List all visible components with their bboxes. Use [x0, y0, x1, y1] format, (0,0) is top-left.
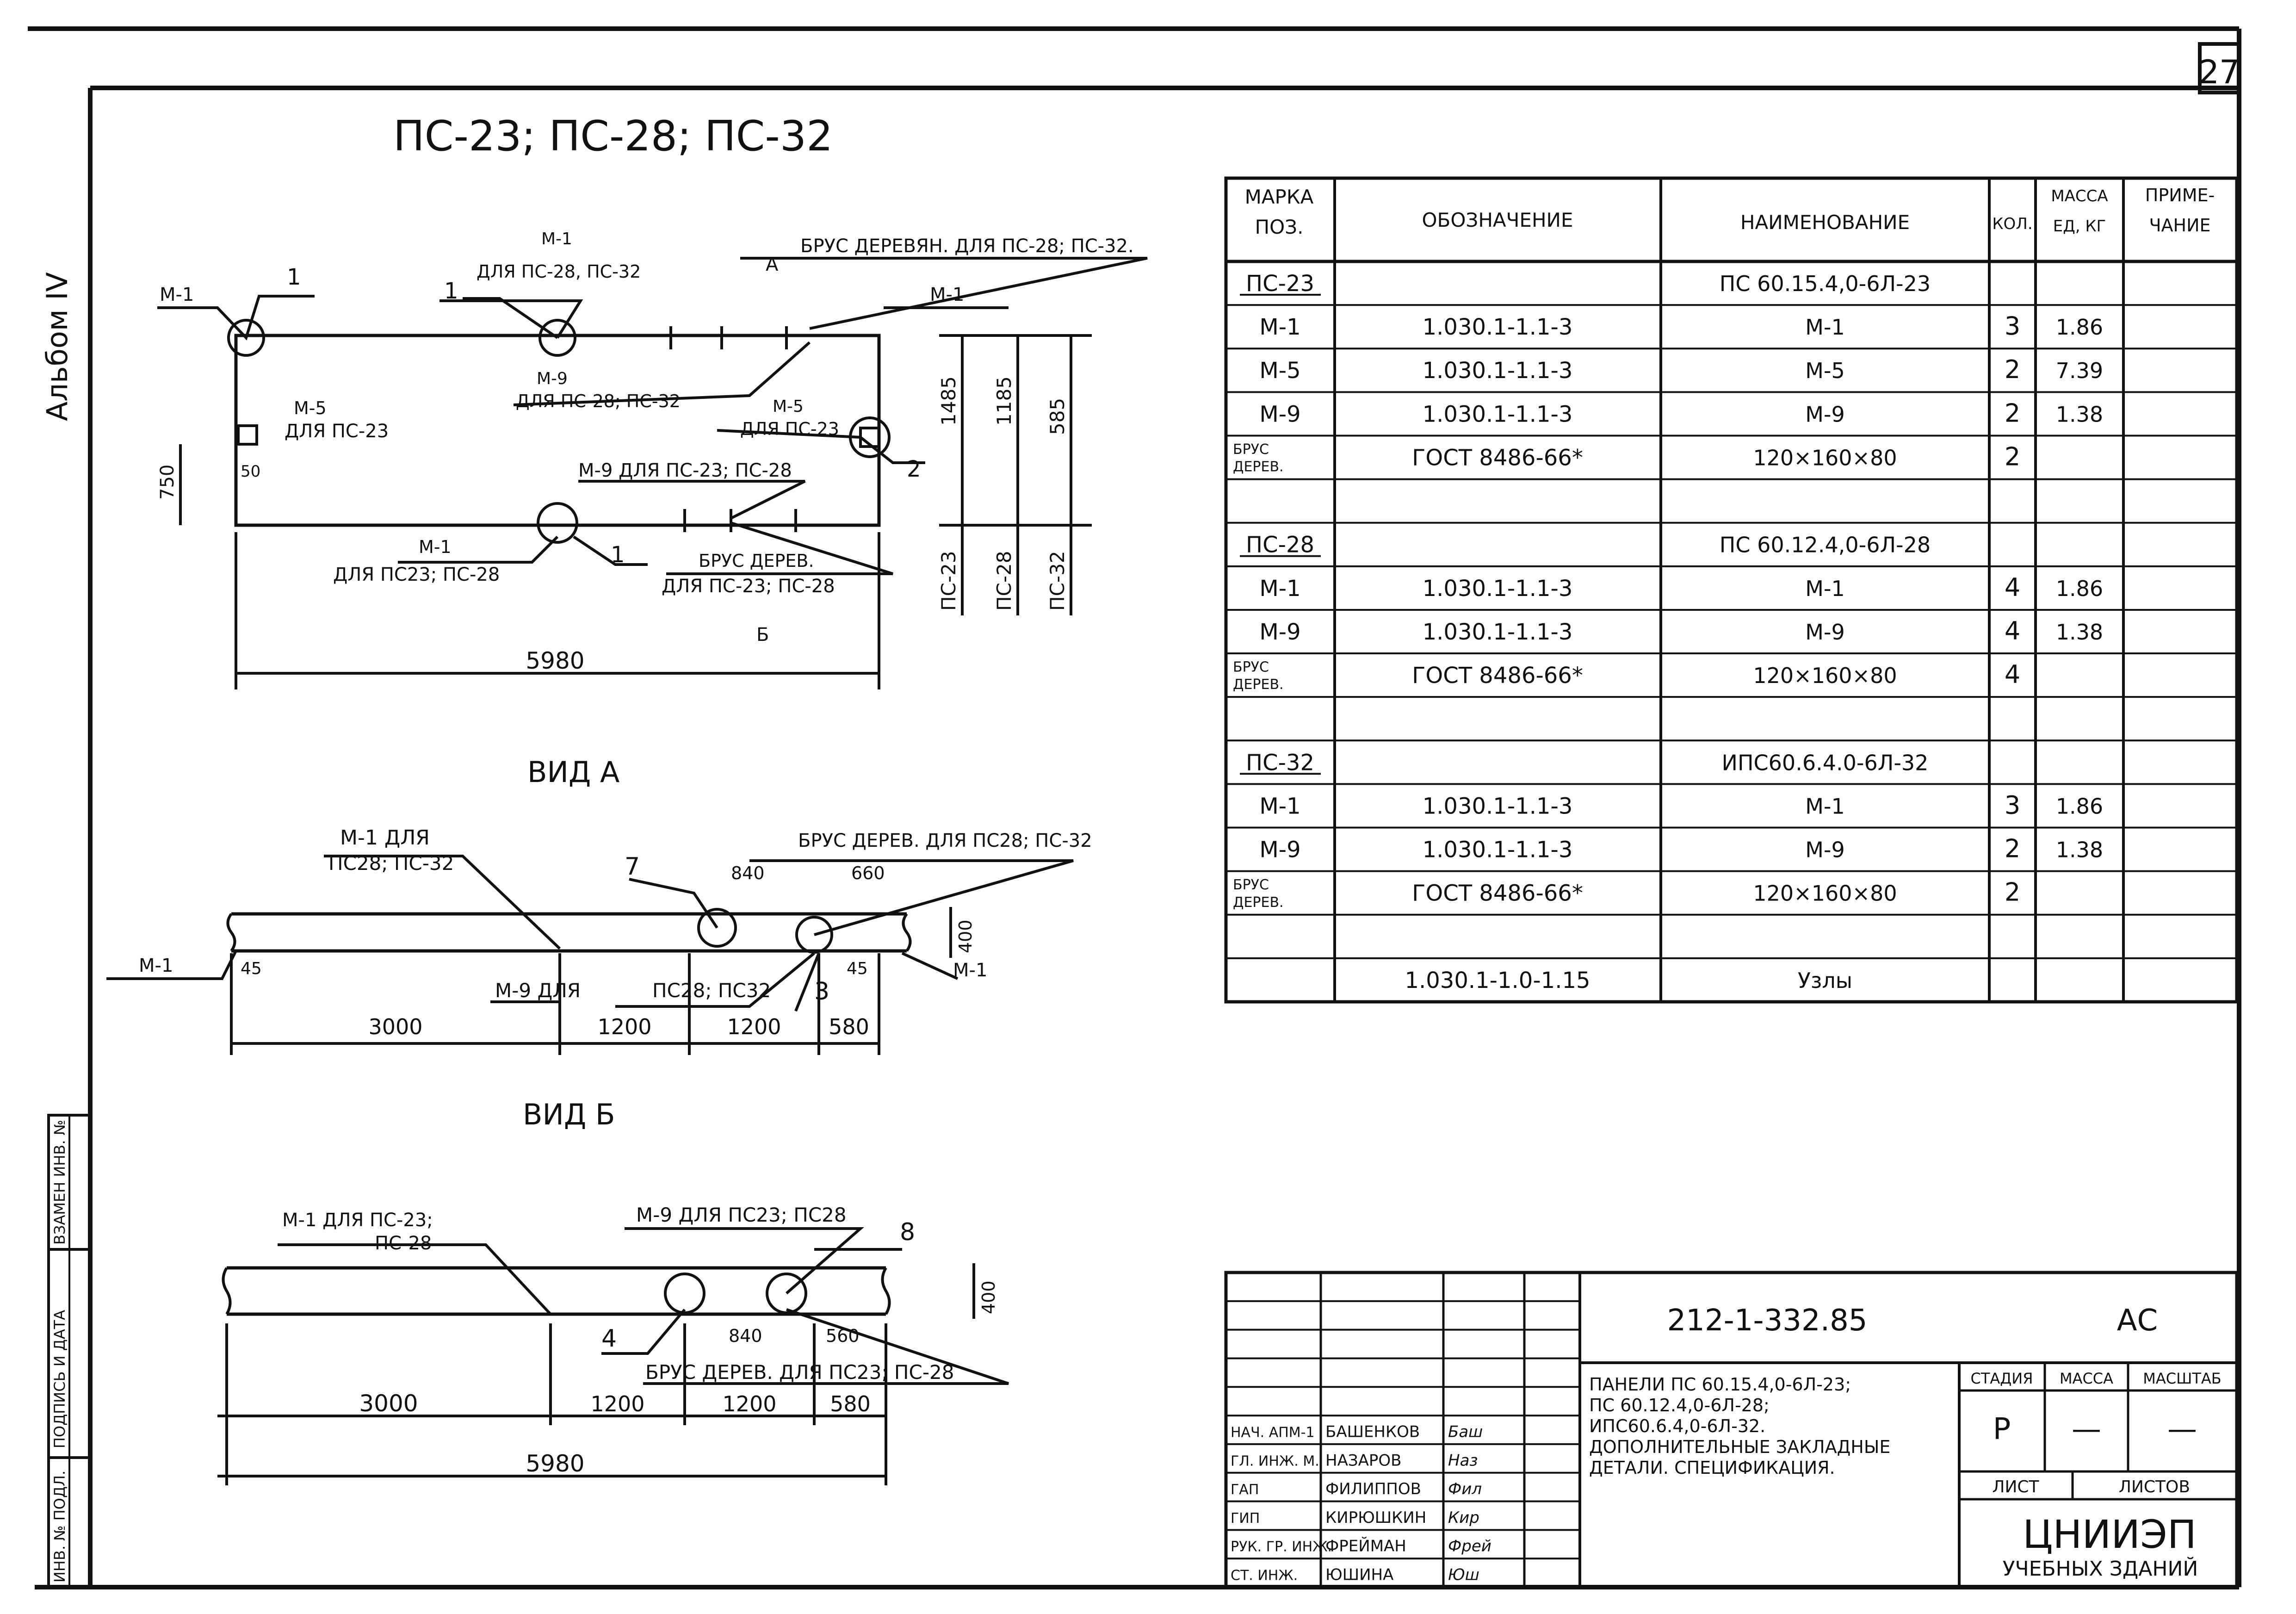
plan-dim-750: 750: [157, 464, 178, 500]
staff-signature: Кир: [1448, 1508, 1479, 1527]
spec-cell-des: ГОСТ 8486-66*: [1412, 880, 1583, 906]
vb-callout-8: 8: [900, 1218, 916, 1246]
staff-row: [1231, 1508, 1479, 1527]
plan-dim-50: 50: [241, 462, 261, 481]
spec-cell-name: М-5: [1805, 358, 1845, 384]
va-m9-a: М-9 ДЛЯ: [495, 979, 581, 1002]
vb-dim-400: 400: [978, 1280, 999, 1314]
tb-sheet-h: ЛИСТ: [1992, 1477, 2039, 1496]
tb-org-2: УЧЕБНЫХ ЗДАНИЙ: [2002, 1557, 2198, 1581]
tb-desc-4: ДОПОЛНИТЕЛЬНЫЕ ЗАКЛАДНЫЕ: [1589, 1437, 1891, 1457]
spec-row: [1259, 834, 2103, 863]
plan-m1-right: М-1: [930, 284, 965, 305]
spec-cell-mark: М-9: [1259, 837, 1301, 863]
va-dim-840: 840: [731, 863, 765, 883]
tb-desc-3: ИПС60.6.4,0-6Л-32.: [1589, 1416, 1766, 1436]
spec-row: [1259, 355, 2103, 384]
vb-dim-3000: 3000: [359, 1390, 418, 1417]
tb-desc-2: ПС 60.12.4,0-6Л-28;: [1589, 1395, 1770, 1415]
spec-cell-des: 1.030.1-1.1-3: [1422, 314, 1573, 341]
staff-role: РУК. ГР. ИНЖ.: [1231, 1539, 1332, 1555]
spec-cell-mass: 1.86: [2055, 315, 2104, 340]
staff-name: ЮШИНА: [1325, 1565, 1394, 1584]
spec-row: [1233, 659, 2020, 693]
vb-dim-1200b: 1200: [722, 1391, 777, 1416]
va-dim-400: 400: [955, 919, 976, 953]
staff-role: ГЛ. ИНЖ. М.: [1231, 1453, 1319, 1470]
spec-cell-qty: 2: [2004, 442, 2021, 472]
spec-cell-qty: 4: [2004, 616, 2021, 646]
plan-callout-1c: 1: [611, 542, 625, 568]
plan-dim-5980: 5980: [526, 647, 585, 674]
m1-detail-bottom: [538, 503, 577, 542]
spec-cell-des: 1.030.1-1.1-3: [1422, 793, 1573, 819]
tb-scale-h: МАСШТАБ: [2143, 1370, 2222, 1387]
spec-cell-des: 1.030.1-1.1-3: [1422, 619, 1573, 645]
page-number: 27: [2198, 53, 2240, 91]
th-mass-2: ЕД, КГ: [2053, 217, 2106, 236]
spec-cell-name: 120×160×80: [1753, 881, 1897, 906]
spec-cell-name: М-1: [1805, 576, 1845, 601]
plan-m1-top-1: М-1: [541, 230, 572, 248]
spec-cell-mark: М-9: [1259, 619, 1301, 645]
plan-arrow-a: А: [766, 254, 779, 275]
view-b-labels: [282, 1204, 999, 1477]
view-a: [106, 856, 1073, 1055]
plan-m1-left: М-1: [160, 284, 194, 305]
vb-m1-1: М-1 ДЛЯ ПС-23;: [282, 1210, 433, 1231]
spec-cell-mark: М-1: [1259, 314, 1301, 341]
vb-m9: М-9 ДЛЯ ПС23; ПС28: [636, 1204, 847, 1226]
spec-cell-des: 1.030.1-1.1-3: [1422, 575, 1573, 602]
stamp-inv-orig: ИНВ. № ПОДЛ.: [51, 1470, 68, 1583]
spec-cell-name: М-1: [1805, 794, 1845, 819]
view-b-title: ВИД Б: [523, 1098, 615, 1131]
spec-cell-des: ГОСТ 8486-66*: [1412, 663, 1583, 689]
vb-dim-580: 580: [830, 1391, 871, 1416]
spec-cell-mark: М-9: [1259, 401, 1301, 428]
plan-callout-1b: 1: [444, 278, 458, 304]
plan-m5-right-2: ДЛЯ ПС-23: [740, 419, 839, 439]
spec-cell-qty: 2: [2004, 355, 2021, 385]
spec-row: [1405, 968, 1852, 993]
tb-stage-h: СТАДИЯ: [1970, 1370, 2033, 1387]
vb-dim-840: 840: [729, 1326, 762, 1346]
plan-dim-585: 585: [1046, 397, 1069, 435]
plan-m1-top-2: ДЛЯ ПС-28, ПС-32: [477, 261, 641, 282]
spec-cell-mark: ПС-32: [1245, 750, 1315, 776]
th-mass-1: МАССА: [2051, 187, 2108, 205]
spec-cell-mark: М-1: [1259, 575, 1301, 602]
tb-desc-1: ПАНЕЛИ ПС 60.15.4,0-6Л-23;: [1589, 1374, 1851, 1395]
plan-arrow-b: Б: [756, 624, 769, 646]
th-name: НАИМЕНОВАНИЕ: [1740, 211, 1910, 234]
va-brus: БРУС ДЕРЕВ. ДЛЯ ПС28; ПС-32: [798, 830, 1092, 851]
vb-m1-2: ПС-28: [375, 1233, 432, 1254]
staff-signature: Наз: [1448, 1451, 1478, 1470]
spec-cell-des: 1.030.1-1.0-1.15: [1405, 967, 1590, 993]
tb-scale: —: [2167, 1412, 2197, 1446]
th-note-1: ПРИМЕ-: [2145, 185, 2215, 205]
spec-row: [1233, 441, 2020, 475]
staff-name: ФИЛИППОВ: [1325, 1480, 1421, 1499]
va-m1-1: М-1 ДЛЯ: [340, 826, 430, 850]
spec-cell-mark2: ДЕРЕВ.: [1233, 677, 1284, 693]
plan-ps28: ПС-28: [993, 551, 1015, 611]
spec-table: [1226, 178, 2237, 1002]
staff-row: [1231, 1566, 1479, 1584]
spec-cell-mark2: ДЕРЕВ.: [1233, 894, 1284, 911]
spec-cell-qty: 3: [2004, 790, 2021, 820]
spec-cell-mark2: ДЕРЕВ.: [1233, 459, 1284, 475]
view-b: [217, 1229, 1009, 1485]
staff-signature: Фрей: [1448, 1537, 1491, 1556]
spec-cell-qty: 2: [2004, 877, 2021, 907]
spec-cell-name: М-9: [1805, 837, 1845, 863]
spec-row: [1259, 616, 2103, 646]
plan-m9-low: М-9 ДЛЯ ПС-23; ПС-28: [578, 460, 792, 481]
stamp-sign-date: ПОДПИСЬ И ДАТА: [51, 1310, 68, 1448]
staff-role: СТ. ИНЖ.: [1231, 1567, 1298, 1584]
vb-dim-560: 560: [826, 1326, 860, 1346]
spec-cell-mark: БРУС: [1233, 659, 1269, 676]
plan-dim-1485: 1485: [937, 376, 960, 426]
spec-row: [1240, 271, 1931, 297]
spec-cell-name: М-1: [1805, 315, 1845, 340]
staff-role: ГАП: [1231, 1482, 1259, 1498]
vb-callout-4: 4: [601, 1325, 617, 1353]
spec-cell-name: М-9: [1805, 402, 1845, 427]
va-dim-45b: 45: [847, 959, 868, 978]
staff-role: ГИП: [1231, 1510, 1260, 1527]
spec-cell-des: 1.030.1-1.1-3: [1422, 837, 1573, 863]
th-mark-2: ПОЗ.: [1255, 216, 1304, 238]
th-qty: КОЛ.: [1992, 215, 2033, 233]
plan-m9-mid-1: М-9: [537, 369, 568, 388]
spec-cell-mass: 1.38: [2055, 837, 2104, 863]
spec-row: [1259, 398, 2103, 428]
plan-m1-bottom-2: ДЛЯ ПС23; ПС-28: [333, 564, 500, 585]
va-callout-7: 7: [625, 853, 640, 881]
spec-row: [1240, 750, 1928, 776]
staff-role: НАЧ. АПМ-1: [1231, 1424, 1315, 1441]
spec-row: [1240, 532, 1931, 558]
va-dim-45a: 45: [241, 959, 262, 978]
plan-brus-top: БРУС ДЕРЕВЯН. ДЛЯ ПС-28; ПС-32.: [800, 236, 1134, 257]
spec-row: [1259, 573, 2103, 602]
m5-plate-left: [238, 426, 257, 444]
plan-ps32: ПС-32: [1046, 551, 1069, 611]
staff-name: КИРЮШКИН: [1325, 1508, 1427, 1527]
th-designation: ОБОЗНАЧЕНИЕ: [1422, 209, 1573, 231]
spec-cell-mass: 1.38: [2055, 619, 2104, 645]
spec-cell-qty: 2: [2004, 398, 2021, 428]
va-dim-1200b: 1200: [727, 1014, 781, 1039]
plan-callout-1a: 1: [287, 264, 301, 290]
vb-dim-1200a: 1200: [590, 1391, 645, 1416]
spec-cell-name: ПС 60.12.4,0-6Л-28: [1719, 532, 1931, 558]
view-a-title: ВИД А: [527, 755, 620, 789]
tb-mass-h: МАССА: [2059, 1370, 2114, 1387]
staff-row: [1231, 1422, 1483, 1441]
plan-m9-mid-2: ДЛЯ ПС-28; ПС-32: [516, 391, 681, 411]
tb-mass: —: [2072, 1412, 2101, 1446]
spec-cell-des: ГОСТ 8486-66*: [1412, 445, 1583, 471]
spec-row: [1259, 311, 2103, 341]
tb-sheets-h: ЛИСТОВ: [2118, 1477, 2191, 1496]
plan-callout-2: 2: [907, 456, 921, 482]
staff-signature: Фил: [1448, 1480, 1482, 1499]
plan-m5-right-1: М-5: [773, 397, 804, 416]
spec-cell-name: М-9: [1805, 619, 1845, 645]
plan-ps23: ПС-23: [937, 551, 960, 611]
view-b-detail-4: [665, 1274, 704, 1313]
plan-brus-low-2: ДЛЯ ПС-23; ПС-28: [662, 576, 835, 597]
spec-cell-name: 120×160×80: [1753, 445, 1897, 471]
spec-cell-name: 120×160×80: [1753, 663, 1897, 689]
spec-cell-mark: БРУС: [1233, 441, 1269, 458]
plan-brus-low-1: БРУС ДЕРЕВ.: [699, 551, 814, 571]
spec-cell-name: ПС 60.15.4,0-6Л-23: [1719, 271, 1931, 296]
plan-m1-bottom-1: М-1: [419, 537, 452, 557]
spec-cell-mark: ПС-28: [1245, 532, 1315, 558]
doc-code: 212-1-332.85: [1667, 1304, 1868, 1338]
spec-cell-name: ИПС60.6.4.0-6Л-32: [1721, 750, 1929, 776]
th-mark-1: МАРКА: [1244, 186, 1314, 208]
va-dim-580: 580: [829, 1014, 869, 1039]
plan-dim-1185: 1185: [993, 376, 1015, 426]
album-label: Альбом IV: [40, 272, 74, 421]
spec-cell-qty: 2: [2004, 834, 2021, 863]
vb-brus: БРУС ДЕРЕВ. ДЛЯ ПС23; ПС-28: [645, 1361, 954, 1384]
va-dim-1200a: 1200: [597, 1014, 652, 1039]
spec-cell-mark: М-5: [1259, 358, 1301, 384]
spec-cell-des: 1.030.1-1.1-3: [1422, 401, 1573, 428]
spec-cell-mark: ПС-23: [1245, 271, 1315, 297]
va-m1-2: ПС28; ПС-32: [328, 852, 454, 875]
spec-cell-qty: 3: [2004, 311, 2021, 341]
spec-cell-mark: М-1: [1259, 793, 1301, 819]
tb-stage: Р: [1993, 1412, 2011, 1446]
spec-cell-mark: БРУС: [1233, 877, 1269, 894]
plan-m5-left-2: ДЛЯ ПС-23: [285, 421, 389, 442]
vb-dim-5980: 5980: [526, 1450, 585, 1477]
staff-name: БАШЕНКОВ: [1325, 1422, 1420, 1441]
staff-signature: Юш: [1448, 1565, 1479, 1584]
stamp-inv-sub: ВЗАМЕН ИНВ. №: [51, 1120, 68, 1245]
th-note-2: ЧАНИЕ: [2149, 215, 2211, 236]
spec-cell-qty: 4: [2004, 660, 2021, 689]
va-m1-right: М-1: [953, 960, 988, 981]
va-dim-660: 660: [851, 863, 885, 883]
spec-cell-mass: 1.86: [2055, 794, 2104, 819]
spec-cell-mass: 1.38: [2055, 402, 2104, 427]
spec-row: [1259, 790, 2103, 819]
tb-org-1: ЦНИИЭП: [2023, 1512, 2197, 1557]
tb-desc-5: ДЕТАЛИ. СПЕЦИФИКАЦИЯ.: [1589, 1458, 1835, 1478]
staff-name: ФРЕЙМАН: [1325, 1537, 1406, 1556]
plan-m5-left-1: М-5: [294, 398, 327, 418]
spec-cell-mass: 7.39: [2055, 358, 2104, 384]
staff-name: НАЗАРОВ: [1325, 1451, 1402, 1470]
staff-signature: Баш: [1448, 1422, 1483, 1441]
va-m1-left: М-1: [139, 955, 173, 976]
staff-row: [1231, 1537, 1491, 1556]
va-m9-b: ПС28; ПС32: [652, 979, 771, 1002]
va-dim-3000: 3000: [368, 1014, 423, 1039]
spec-cell-name: Узлы: [1797, 968, 1853, 993]
va-callout-3: 3: [814, 978, 830, 1006]
spec-cell-des: 1.030.1-1.1-3: [1422, 358, 1573, 384]
spec-cell-mass: 1.86: [2055, 576, 2104, 601]
spec-row: [1233, 877, 2020, 911]
doc-section: АС: [2117, 1304, 2158, 1338]
drawing-title: ПС-23; ПС-28; ПС-32: [393, 112, 833, 161]
staff-row: [1231, 1451, 1478, 1470]
spec-cell-qty: 4: [2004, 572, 2021, 602]
